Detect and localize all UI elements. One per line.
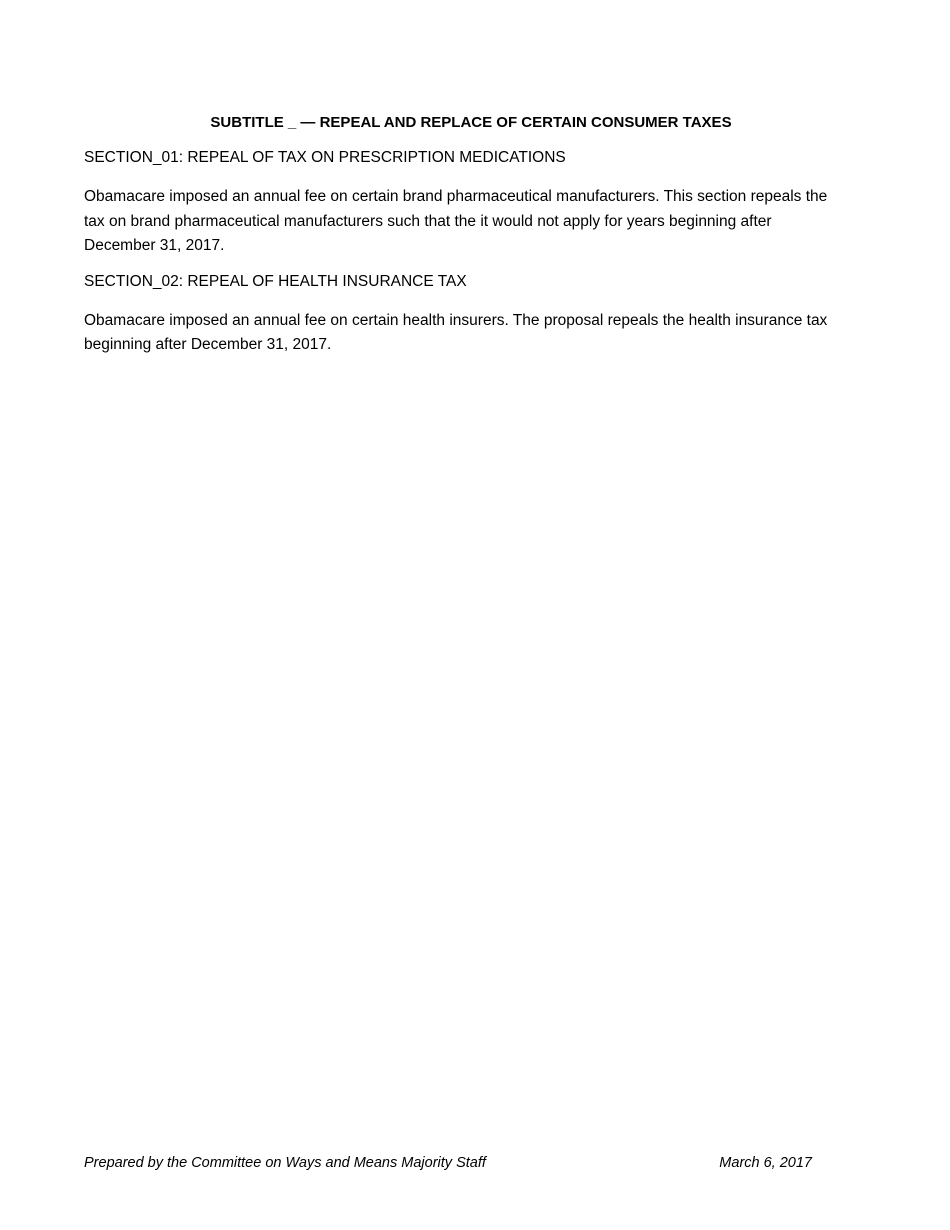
document-content — [84, 113, 844, 371]
footer-prepared-by: Prepared by the Committee on Ways and Means Majority Staff — [84, 1155, 486, 1171]
section-heading-02: SECTION_02: REPEAL OF HEALTH INSURANCE TAX — [84, 272, 467, 290]
footer-date: March 6, 2017 — [719, 1155, 812, 1171]
document-subtitle: SUBTITLE _ — REPEAL AND REPLACE OF CERTAIN CONSUMER TAXES — [210, 114, 732, 131]
section-heading-01: SECTION_01: REPEAL OF TAX ON PRESCRIPTION MEDICATIONS — [84, 149, 566, 166]
section-body-02: Obamacare imposed an annual fee on certain health insurers. The proposal repeals the health insurance tax beginning after December 31, 2017. — [84, 311, 828, 353]
section-body-01: Obamacare imposed an annual fee on certain brand pharmaceutical manufacturers. This section repeals the tax on brand pharmaceutical manufacturers such that the it would not apply for years beginning after December 31, 2017. — [84, 188, 828, 254]
